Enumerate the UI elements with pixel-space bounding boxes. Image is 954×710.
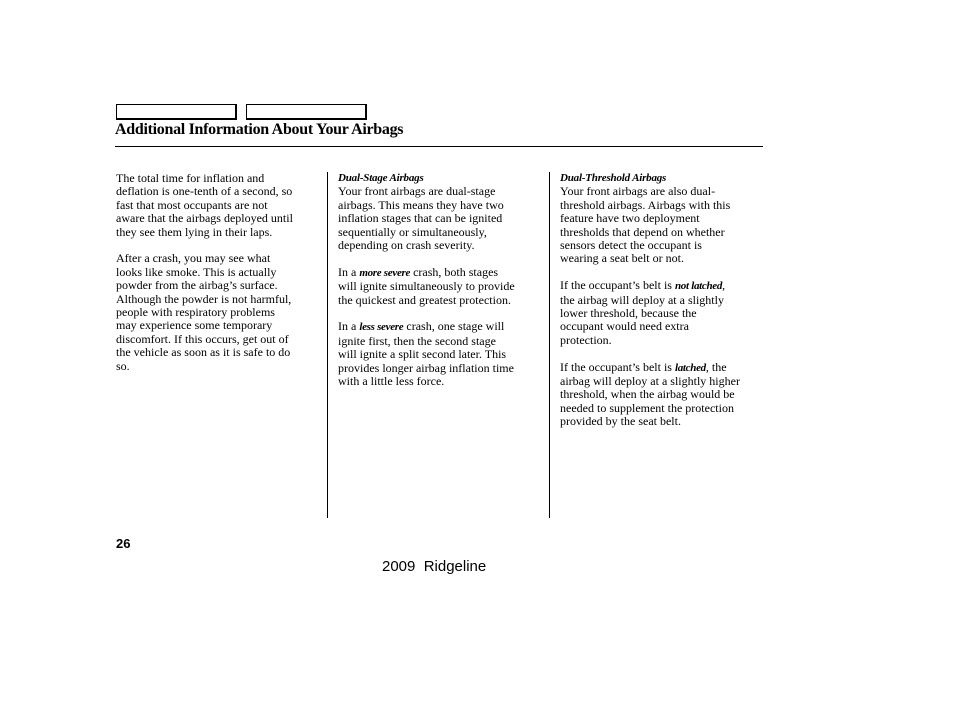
footer-vehicle-title: 2009 Ridgeline	[382, 558, 487, 575]
column-divider-2	[549, 172, 550, 518]
paragraph-dual-stage-intro: Your front airbags are dual-stage airbags. This means they have two inflation stages that can be ignited sequentially or simultaneously, depending on crash severity.	[338, 184, 504, 253]
emphasis-not-latched: not latched	[674, 280, 723, 293]
emphasis-more-severe: more severe	[359, 266, 411, 279]
paragraph-smoke-powder: After a crash, you may see what looks like smoke. This is actually powder from the airbag’s surface. Although the powder is not harmful, people with respiratory problems may experience some temporary discomfort. If this occurs, get out of the vehicle as soon as it is safe to do so.	[116, 251, 292, 373]
heading-dual-stage-airbags: Dual-Stage Airbags	[338, 172, 424, 184]
paragraph-not-latched	[560, 279, 762, 347]
emphasis-latched: latched	[674, 361, 706, 374]
paragraph-inflation-time: The total time for inflation and deflation is one-tenth of a second, so fast that most occupants are not aware that the airbags deployed until they see them lying in their laps.	[116, 171, 293, 239]
nav-link-box-contents[interactable]	[246, 104, 367, 120]
paragraph-latched	[560, 361, 762, 429]
nav-link-box-main-menu[interactable]	[116, 104, 237, 120]
column-dual-stage	[338, 172, 543, 402]
paragraph-less-severe	[338, 320, 543, 388]
paragraph-more-severe	[338, 266, 543, 307]
text-lead: If the occupant’s belt is	[560, 278, 675, 293]
text-body: crash, both stages will ignite simultaneously to provide the quickest and greatest protection.	[338, 264, 515, 307]
text-lead: If the occupant’s belt is	[560, 359, 675, 374]
text-body: , the airbag will deploy at a slightly higher threshold, when the airbag would be needed to supplement the protection provided by the seat belt.	[560, 359, 740, 429]
text-lead: In a	[338, 319, 360, 334]
emphasis-less-severe: less severe	[359, 321, 404, 334]
page-number: 26	[116, 536, 131, 551]
title-divider	[115, 146, 763, 147]
column-dual-threshold	[560, 172, 762, 442]
column-divider-1	[327, 172, 328, 518]
section-title: Additional Information About Your Airbags	[115, 121, 404, 138]
text-body: , the airbag will deploy at a slightly lower threshold, because the occupant would need extra protection.	[560, 278, 726, 347]
paragraph-dual-threshold-intro: Your front airbags are also dual- threshold airbags. Airbags with this feature have two deployment thresholds that depend on whether sensors detect the occupant is wearing a seat belt or not.	[560, 184, 731, 266]
text-body: crash, one stage will ignite first, then the second stage will ignite a split second later. This provides longer airbag inflation time with a little less force.	[338, 319, 514, 389]
column-inflation-time	[116, 172, 321, 386]
text-lead: In a	[338, 264, 360, 279]
heading-dual-threshold-airbags: Dual-Threshold Airbags	[560, 172, 667, 184]
